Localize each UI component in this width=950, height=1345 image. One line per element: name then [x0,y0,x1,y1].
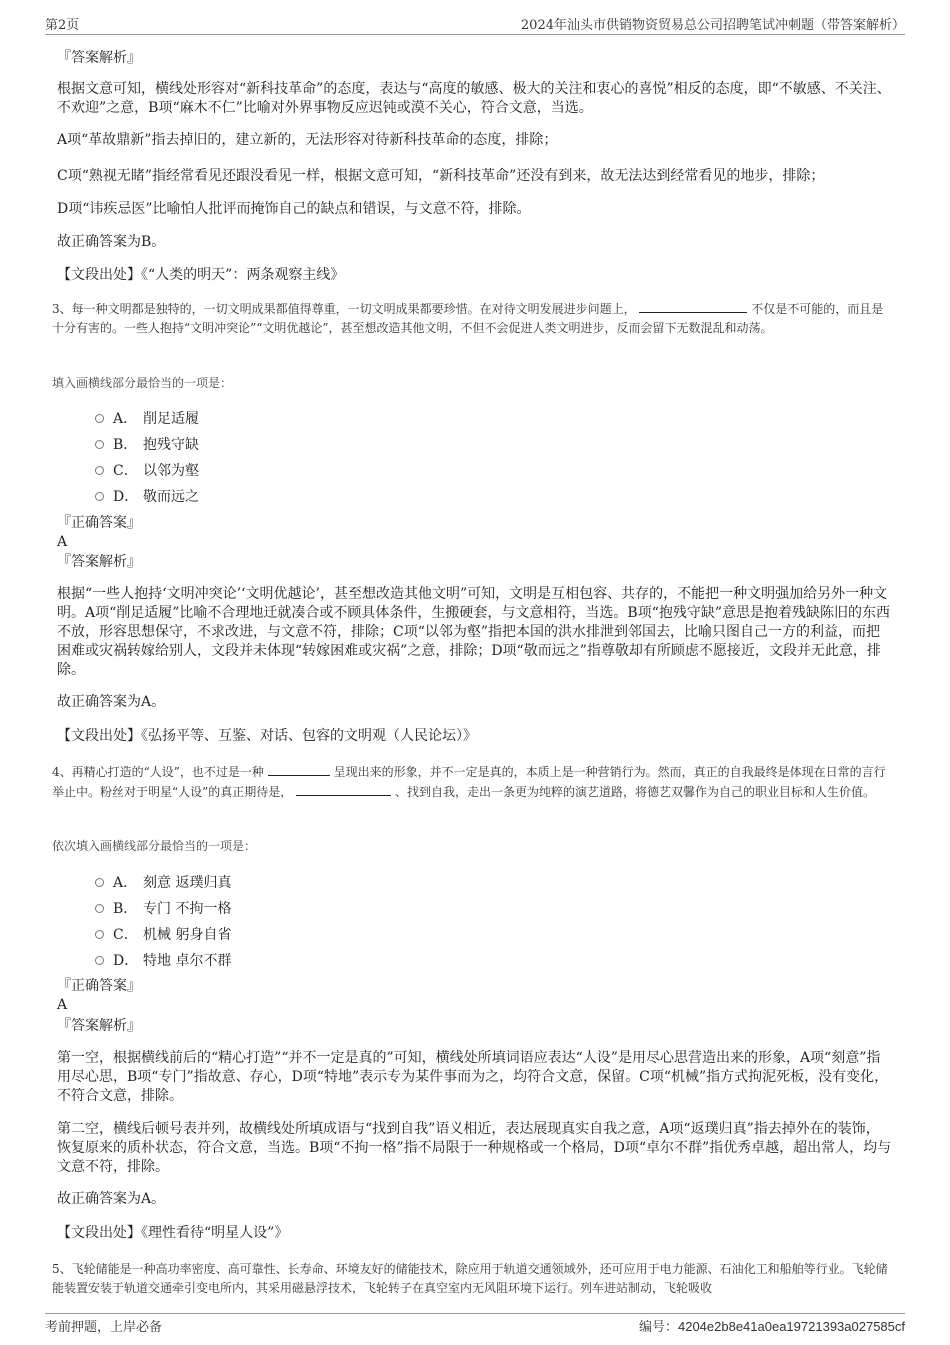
option-text: 特地 卓尔不群 [143,953,232,969]
q4-analysis-tag: 『答案解析』 [57,1018,141,1034]
q4-instruction: 依次填入画横线部分最恰当的一项是： [52,839,257,853]
q4-stem [52,762,893,802]
q3-stem [52,299,893,338]
option-text: 机械 躬身自省 [143,927,232,943]
q2-analysis-p4: D项“讳疾忌医”比喻怕人批评而掩饰自己的缺点和错误，与文意不符，排除。 [57,201,531,217]
q4-blank-1 [268,762,330,776]
q4-option-b[interactable] [57,895,893,921]
q4-analysis-tag-wrap [57,1016,893,1036]
q4-option-c[interactable] [57,921,893,947]
q2-analysis-p1-wrap [57,80,893,118]
q3-analysis-tag: 『答案解析』 [57,554,141,570]
radio-icon[interactable] [95,930,104,939]
q2-analysis-block [57,48,893,68]
option-text: 抱残守缺 [143,437,199,453]
q4-instruction-wrap [52,837,893,854]
q2-conclusion-wrap [57,233,893,252]
option-letter: A． [113,875,138,891]
q4-stem-3: 、找到自我，走出一条更为纯粹的演艺道路，将德艺双馨作为自己的职业目标和人生价值。 [394,785,875,799]
page-number: 第2页 [45,18,80,33]
q3-blank [639,299,747,313]
page-header [45,12,905,35]
q4-answer: A [57,997,68,1013]
radio-icon[interactable] [95,878,104,887]
option-text: 敬而远之 [143,489,199,505]
radio-icon[interactable] [95,414,104,423]
q4-option-a[interactable] [57,869,893,895]
q2-analysis-p1: 根据文意可知，横线处形容对“新科技革命”的态度，表达与“高度的敏感、极大的关注和衷心的喜悦”相反的态度，即“不敏感、不关注、不欢迎”之意，B项“麻木不仁”比喻对外界事物反应迟钝或漠不关心，符合文意，当选。 [57,81,891,116]
q3-instruction: 填入画横线部分最恰当的一项是： [52,376,233,390]
footer-code [639,1316,905,1335]
option-letter: B． [113,901,138,917]
q3-option-d[interactable] [57,483,893,509]
q5-stem-text: 5、飞轮储能是一种高功率密度、高可靠性、长寿命、环境友好的储能技术，除应用于轨道交通领域外，还可应用于电力能源、石油化工和船舶等行业。飞轮储能装置安装于轨道交通牵引变电所内，其采用磁悬浮技术，飞轮转子在真空室内无风阻环境下运行。列车进站制动，飞轮吸收 [52,1262,888,1295]
q4-analysis-p2: 第二空，横线后顿号表并列，故横线处所填成语与“找到自我”语义相近，表达展现真实自我之意，A项“返璞归真”指去掉外在的装饰，恢复原来的质朴状态，符合文意，当选。B项“不拘一格”指不局限于一种规格或一个格局，D项“卓尔不群”指优秀卓越，超出常人，均与文意不符，排除。 [57,1121,892,1175]
q4-stem-1: 4、再精心打造的“人设”，也不过是一种 [52,765,264,779]
option-text: 专门 不拘一格 [143,901,232,917]
q3-stem-before: 3、每一种文明都是独特的，一切文明成果都值得尊重，一切文明成果都要珍惜。在对待文明发展进步问题上， [52,302,636,316]
q2-source: 【文段出处】《“人类的明天”：两条观察主线》 [57,267,345,283]
q2-analysis-p3-wrap [57,167,893,186]
q2-source-wrap [57,266,893,285]
q4-blank-2 [296,782,391,796]
option-letter: B． [113,437,138,453]
q4-source-wrap [57,1224,893,1243]
footer-code-value: 4204e2b8e41a0ea19721393a027585cf [677,1319,905,1334]
q3-source: 【文段出处】《弘扬平等、互鉴、对话、包容的文明观（人民论坛）》 [57,728,477,744]
q3-answer: A [57,534,68,550]
q3-instruction-wrap [52,374,893,391]
q4-options [57,869,893,973]
option-letter: D． [113,489,139,505]
q2-analysis-tag: 『答案解析』 [57,50,141,66]
q2-conclusion: 故正确答案为B。 [57,234,166,250]
q4-conclusion-wrap [57,1190,893,1209]
q3-source-wrap [57,727,893,746]
q4-stem-2: 呈现出来的形象，并不一定是真的，本质上是一种营销行为。然而，真正的自我最终是体现在日常的言行举止中。粉丝对于明星“人设”的真正期待是， [52,765,886,799]
option-text: 刻意 返璞归真 [143,875,232,891]
option-letter: C． [113,463,138,479]
q4-analysis-p1: 第一空，根据横线前后的“精心打造”“并不一定是真的”可知，横线处所填词语应表达“人设”是用尽心思营造出来的形象，A项“刻意”指用尽心思，B项“专门”指故意、存心，D项“特地”表示专为某件事而为之，均符合文意，保留。C项“机械”指方式拘泥死板，没有变化，不符合文意，排除。 [57,1050,889,1104]
page-footer [45,1313,905,1334]
q5-stem [52,1260,893,1298]
q3-conclusion-wrap [57,693,893,712]
q3-options [57,405,893,509]
option-letter: A． [113,411,138,427]
footer-code-label: 编号： [638,1319,678,1334]
q3-answer-tag: 『正确答案』 [57,515,141,531]
q4-answer-wrap [57,996,893,1014]
document-title: 2024年汕头市供销物资贸易总公司招聘笔试冲刺题（带答案解析） [520,18,905,33]
q3-stem-after: 不仅是不可能的，而且是十分有害的。一些人抱持“文明冲突论”“文明优越论”，甚至想改造其他文明，不但不会促进人类文明进步，反而会留下无数混乱和动荡。 [52,302,884,335]
option-text: 以邻为壑 [143,463,199,479]
q4-answer-tag: 『正确答案』 [57,978,141,994]
q4-analysis-p2-wrap [57,1120,893,1177]
q3-option-c[interactable] [57,457,893,483]
q3-conclusion: 故正确答案为A。 [57,694,166,710]
option-letter: C． [113,927,138,943]
radio-icon[interactable] [95,956,104,965]
q4-conclusion: 故正确答案为A。 [57,1191,166,1207]
q3-option-a[interactable] [57,405,893,431]
q3-analysis-tag-wrap [57,552,893,572]
q3-analysis-wrap [57,585,893,680]
radio-icon[interactable] [95,492,104,501]
radio-icon[interactable] [95,440,104,449]
q2-analysis-p2-wrap [57,131,893,150]
q2-analysis-p3: C项“熟视无睹”指经常看见还跟没看见一样，根据文意可知，“新科技革命”还没有到来，故无法达到经常看见的地步，排除； [57,168,825,184]
footer-slogan: 考前押题，上岸必备 [45,1320,163,1335]
q4-answer-tag-wrap [57,976,893,996]
q3-option-b[interactable] [57,431,893,457]
q4-option-d[interactable] [57,947,893,973]
option-letter: D． [113,953,139,969]
q3-answer-tag-wrap [57,513,893,533]
radio-icon[interactable] [95,904,104,913]
radio-icon[interactable] [95,466,104,475]
q4-source: 【文段出处】《理性看待“明星人设”》 [57,1225,289,1241]
q3-analysis: 根据“一些人抱持‘文明冲突论’‘文明优越论’，甚至想改造其他文明”可知，文明是互相包容、共存的，不能把一种文明强加给另外一种文明。A项“削足适履”比喻不合理地迁就凑合或不顾具体条件，生搬硬套，与文意相符，当选。B项“抱残守缺”意思是抱着残缺陈旧的东西不放，形容思想保守，不求改进，与文意不符，排除；C项“以邻为壑”指把本国的洪水排泄到邻国去，比喻只图自己一方的利益，而把困难或灾祸转嫁给别人，文段并未体现“转嫁困难或灾祸”之意，排除；D项“敬而远之”指尊敬却有所顾虑不愿接近，文段并无此意，排除。 [57,586,891,678]
q3-answer-wrap [57,533,893,551]
q2-analysis-p4-wrap [57,200,893,219]
q2-analysis-p2: A项“革故鼎新”指去掉旧的，建立新的，无法形容对待新科技革命的态度，排除； [57,132,558,148]
q4-analysis-p1-wrap [57,1049,893,1106]
option-text: 削足适履 [143,411,199,427]
